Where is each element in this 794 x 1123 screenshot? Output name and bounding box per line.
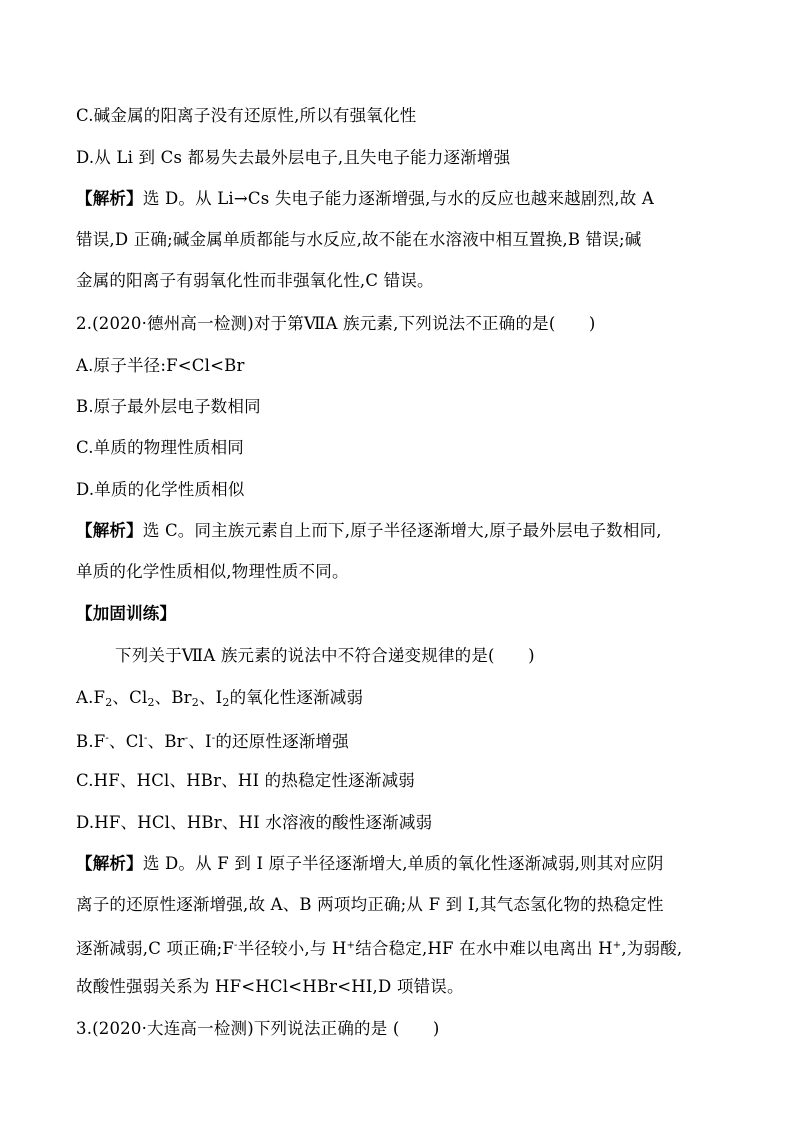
option-c-line [76,105,726,127]
analysis-line-2 [76,229,726,251]
text: 错误,D 正确;碱金属单质都能与水反应,故不能在水溶液中相互置换,B 错误;碱 [76,230,642,249]
reinforcement-option-b: B.F-、Cl-、Br-、I-的还原性逐渐增强 [76,732,349,751]
question-2-line [76,313,726,335]
reinforcement-analysis-2 [76,894,726,916]
text: 下列关于ⅦA 族元素的说法中不符合递变规律的是( ) [115,646,535,665]
analysis-label: 【解析】 [76,854,143,873]
q2-option-b [76,396,726,418]
q2-analysis-line-2 [76,561,726,583]
reinforcement-analysis-4 [76,976,726,998]
text: ,为弱酸, [621,939,683,958]
analysis-label: 【解析】 [76,521,143,540]
reinforcement-heading [76,603,726,625]
question-3-line [76,1018,726,1040]
text: 选 D。从 Li→Cs 失电子能力逐渐增强,与水的反应也越来越剧烈,故 A [142,189,654,208]
text: 2.(2020·德州高一检测)对于第ⅦA 族元素,下列说法不正确的是( ) [76,314,596,333]
text: 金属的阳离子有弱氧化性而非强氧化性,C 错误。 [76,271,434,290]
text: 离子的还原性逐渐增强,故 A、B 两项均正确;从 F 到 I,其气态氢化物的热稳定性 [76,895,664,914]
text: C.单质的物理性质相同 [76,438,244,457]
text: 3.(2020·大连高一检测)下列说法正确的是 ( ) [76,1019,440,1038]
text: D.从 Li 到 Cs 都易失去最外层电子,且失电子能力逐渐增强 [76,148,511,167]
reinforcement-analysis-3: 逐渐减弱,C 项正确;F-半径较小,与 H+结合稳定,HF 在水中难以电离出 H+,为弱酸, [76,939,683,958]
reinforcement-option-a: $A.F_2$、$Cl_2$、$Br_2$、$I_2$的氧化性逐渐减弱 [76,688,364,709]
text: 选 D。从 F 到 I 原子半径逐渐增大,单质的氧化性逐渐减弱,则其对应阴 [142,854,664,873]
q2-option-a [76,355,726,377]
text: B.原子最外层电子数相同 [76,397,261,416]
text: 半径较小,与 H [237,939,347,958]
text: 逐渐减弱,C 项正确;F [76,939,235,958]
reinforcement-label: 【加固训练】 [76,604,177,623]
reinforcement-option-d [76,812,726,834]
text: 选 C。同主族元素自上而下,原子半径逐渐增大,原子最外层电子数相同, [142,521,662,540]
text: C.HF、HCl、HBr、HI 的热稳定性逐渐减弱 [76,771,415,790]
option-d-line [76,147,726,169]
text: 的还原性逐渐增强 [215,732,349,751]
q2-option-c [76,437,726,459]
text: D.单质的化学性质相似 [76,480,245,499]
analysis-line-3 [76,270,726,292]
text: A.原子半径:F<Cl<Br [76,356,245,375]
text: C.碱金属的阳离子没有还原性,所以有强氧化性 [76,106,417,125]
reinforcement-question [115,645,765,667]
text: 单质的化学性质相似,物理性质不同。 [76,562,349,581]
text: 结合稳定,HF 在水中难以电离出 H [355,939,613,958]
analysis-label: 【解析】 [76,189,143,208]
text: 故酸性强弱关系为 HF<HCl<HBr<HI,D 项错误。 [76,977,464,996]
text: D.HF、HCl、HBr、HI 水溶液的酸性逐渐减弱 [76,813,433,832]
reinforcement-option-c [76,770,726,792]
q2-analysis-line-1 [76,520,726,542]
q2-option-d [76,479,726,501]
reinforcement-analysis-1 [76,853,726,875]
analysis-line-1 [76,188,726,210]
